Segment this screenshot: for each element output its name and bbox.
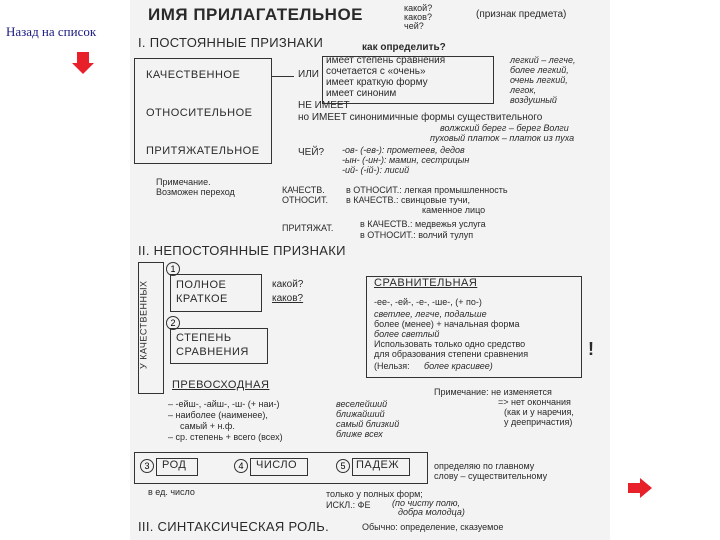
number-4-marker: 4: [234, 459, 248, 473]
note-text: Возможен переход: [156, 187, 235, 197]
trans-to-2: в КАЧЕСТВ.: свинцовые тучи,: [346, 195, 471, 205]
superlative-line-3: самый + н.ф.: [180, 421, 235, 431]
section-3-heading: III. СИНТАКСИЧЕСКАЯ РОЛЬ.: [138, 519, 330, 534]
comparative-analytic: более (менее) + начальная форма: [374, 319, 520, 329]
feature-note: (признак предмета): [476, 9, 567, 20]
chislo-label: ЧИСЛО: [256, 459, 298, 471]
comparative-nelzya: (Нельзя:: [374, 361, 410, 371]
number-3-marker: 3: [140, 459, 154, 473]
section-2-heading: II. НЕПОСТОЯННЫЕ ПРИЗНАКИ: [138, 243, 346, 258]
note2-line-1: Примечание: не изменяется: [434, 387, 552, 397]
number-1-marker: 1: [166, 262, 180, 276]
superlative-line-1: – -ейш-, -айш-, -ш- (+ наи-): [168, 399, 280, 409]
criterion-4: имеет синоним: [326, 88, 397, 99]
exception-example-1: (по чисту полю,: [392, 498, 461, 508]
trans-to-4: в КАЧЕСТВ.: медвежья услуга: [360, 219, 486, 229]
criterion-1: имеет степень сравнения: [326, 55, 446, 66]
scanned-reference-sheet: [130, 0, 610, 540]
comparative-rule-1: Использовать только одно средство: [374, 339, 526, 349]
back-to-list-link[interactable]: Назад на список: [6, 24, 97, 39]
down-arrow-icon[interactable]: [72, 52, 94, 74]
trans-to-3: каменное лицо: [422, 205, 486, 215]
right-panel: [610, 0, 720, 540]
number-5-marker: 5: [336, 459, 350, 473]
number-2-marker: 2: [166, 316, 180, 330]
question-kakoy: какой?: [404, 3, 433, 13]
trans-from-4: ПРИТЯЖАТ.: [282, 223, 334, 233]
rod-label: РОД: [162, 459, 187, 471]
question-chey: чей?: [404, 21, 424, 31]
otn-example-1: волжский берег – берег Волги: [440, 123, 569, 133]
q-kakov: каков?: [272, 293, 304, 304]
ukach-label: У КАЧЕСТВЕННЫХ: [138, 280, 149, 369]
comparative-example: светлее, легче, подальше: [374, 309, 487, 319]
comparative-title: СРАВНИТЕЛЬНАЯ: [374, 277, 478, 289]
comparative-wrong: более красивее): [424, 361, 493, 371]
singular-note: в ед. число: [148, 487, 195, 497]
exception-label: ИСКЛ.: ФЕ: [326, 500, 371, 510]
note2-line-4: у деепричастия): [504, 417, 573, 427]
ne-imeet-label: НЕ ИМЕЕТ: [298, 100, 350, 111]
cat-kachestvennoe: КАЧЕСТВЕННОЕ: [146, 69, 241, 81]
trans-to-5: в ОТНОСИТ.: волчий тулуп: [360, 230, 474, 240]
next-arrow-icon[interactable]: [628, 478, 652, 498]
superlative-example-2: ближайший: [336, 409, 385, 419]
exclamation-mark: !: [588, 339, 594, 359]
note2-line-3: (как и у наречия,: [504, 407, 574, 417]
question-kakov: каков?: [404, 12, 432, 22]
criterion-3: имеет краткую форму: [326, 77, 428, 88]
note2-line-2: => нет окончания: [498, 397, 571, 407]
full-form-label: ПОЛНОЕ: [176, 279, 227, 291]
comparative-example-2: более светлый: [374, 329, 440, 339]
sravneniya-label: СРАВНЕНИЯ: [176, 346, 249, 358]
section-1-heading: I. ПОСТОЯННЫЕ ПРИЗНАКИ: [138, 35, 324, 50]
cat-prityazhatelnoe: ПРИТЯЖАТЕЛЬНОЕ: [146, 145, 260, 157]
syntactic-role-text: Обычно: определение, сказуемое: [362, 522, 504, 532]
superlative-example-4: ближе всех: [336, 429, 383, 439]
q-kakoy: какой?: [272, 279, 304, 290]
comparative-rule-2: для образования степени сравнения: [374, 349, 529, 359]
superlative-line-4: – ср. степень + всего (всех): [168, 432, 283, 442]
opr-line-2: слову – существительному: [434, 471, 548, 481]
sheet-title: ИМЯ ПРИЛАГАТЕЛЬНОЕ: [148, 5, 364, 24]
kach-example-3: очень легкий,: [510, 75, 568, 85]
kach-example-2: более легкий,: [510, 65, 569, 75]
kach-example-1: легкий – легче,: [510, 55, 576, 65]
exception-example-2: добра молодца): [398, 507, 465, 517]
suffix-3: -ий- (-ій-): лисий: [342, 165, 410, 175]
comparative-suffixes: -ее-, -ей-, -е-, -ше-, (+ по-): [374, 297, 482, 307]
left-panel: [0, 0, 130, 540]
suffix-1: -ов- (-ев-): прометеев, дедов: [342, 145, 465, 155]
superlative-example-3: самый близкий: [336, 419, 400, 429]
trans-from-2: ОТНОСИТ.: [282, 195, 328, 205]
kach-example-5: воздушный: [510, 95, 557, 105]
connector-line: [272, 76, 294, 77]
criterion-2: сочетается с «очень»: [326, 66, 426, 77]
opr-line-1: определяю по главному: [434, 461, 535, 471]
trans-to-1: в ОТНОСИТ.: легкая промышленность: [346, 185, 508, 195]
no-imeet-label: но ИМЕЕТ синонимичные формы существительного: [298, 112, 543, 123]
superlative-line-2: – наиболее (наименее),: [168, 410, 268, 420]
superlative-example-1: веселейший: [336, 399, 388, 409]
trans-from-1: КАЧЕСТВ.: [282, 185, 325, 195]
kach-example-4: легок,: [510, 85, 537, 95]
padezh-label: ПАДЕЖ: [356, 459, 400, 471]
stepen-label: СТЕПЕНЬ: [176, 332, 232, 344]
ili-label: ИЛИ: [298, 69, 319, 80]
how-to-determine: как определить?: [362, 42, 446, 53]
only-full-forms: только у полных форм;: [326, 489, 423, 499]
suffix-2: -ын- (-ин-): мамин, сестрицын: [342, 155, 470, 165]
chey-label: ЧЕЙ?: [298, 147, 325, 158]
otn-example-2: пуховый платок – платок из пуха: [430, 133, 575, 143]
short-form-label: КРАТКОЕ: [176, 293, 228, 305]
cat-otnositelnoe: ОТНОСИТЕЛЬНОЕ: [146, 107, 253, 119]
superlative-title: ПРЕВОСХОДНАЯ: [172, 379, 270, 391]
note-title: Примечание.: [156, 177, 211, 187]
